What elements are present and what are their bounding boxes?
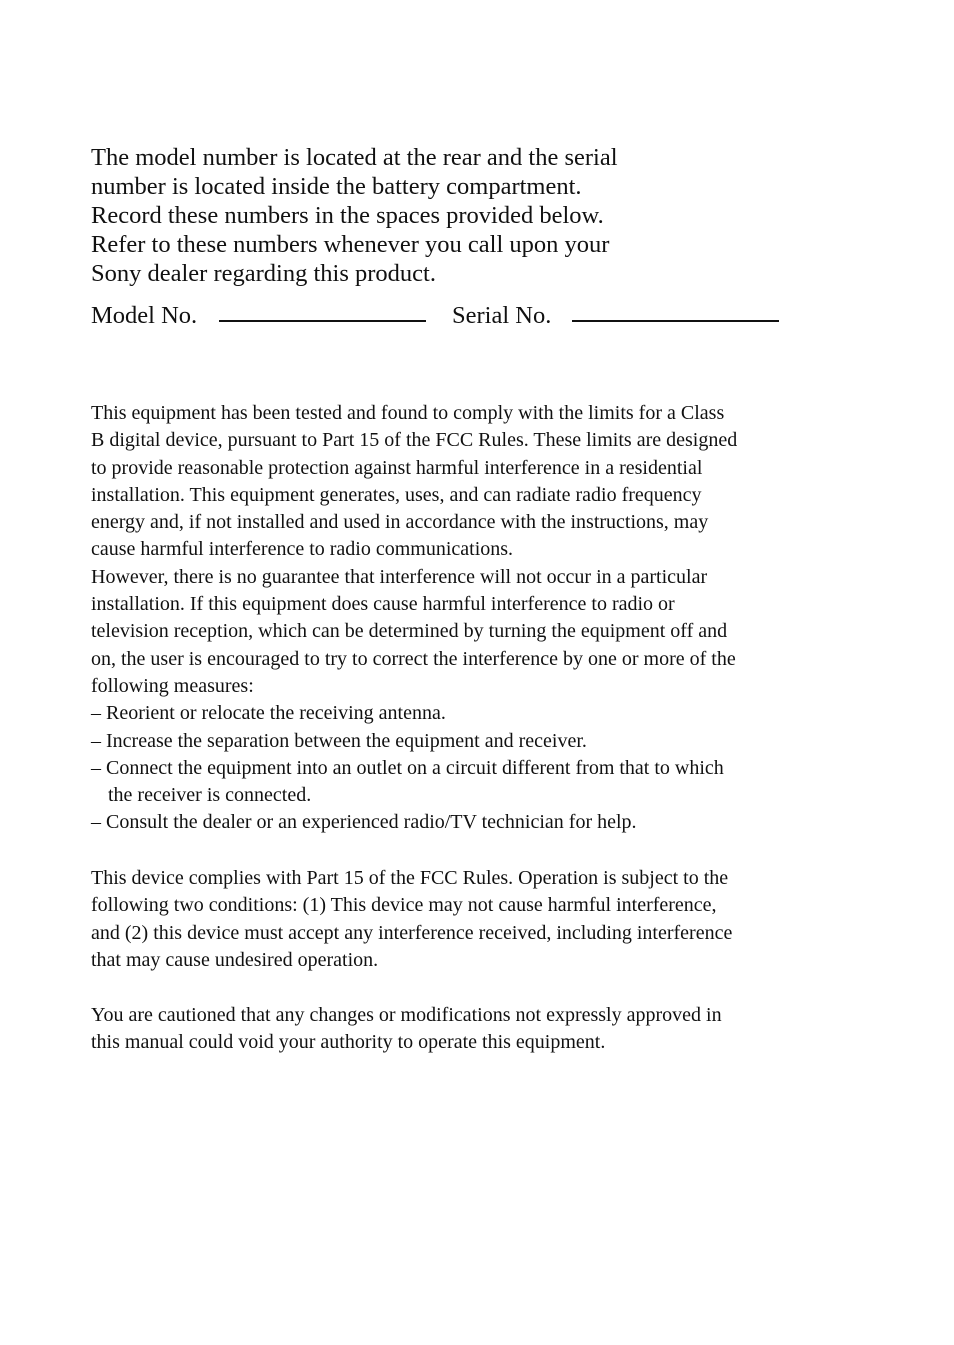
serial-number-instructions	[91, 143, 791, 288]
intro-line: Refer to these numbers whenever you call upon your	[91, 231, 610, 258]
serial-number-label: Serial No.	[452, 302, 552, 329]
intro-line: Sony dealer regarding this product.	[91, 260, 436, 287]
fcc-interference-notice	[91, 400, 911, 837]
part15-compliance-statement	[91, 865, 911, 974]
caution-line: this manual could void your authority to operate this equipment.	[91, 1031, 606, 1054]
notice-line: on, the user is encouraged to try to correct the interference by one or more of the	[91, 647, 736, 670]
record-fields-row	[91, 300, 911, 332]
notice-line: energy and, if not installed and used in accordance with the instructions, may	[91, 511, 709, 534]
compliance-line: following two conditions: (1) This device may not cause harmful interference,	[91, 894, 717, 917]
measure-item: – Increase the separation between the equipment and receiver.	[91, 729, 587, 752]
notice-line: television reception, which can be determined by turning the equipment off and	[91, 620, 728, 643]
intro-line: The model number is located at the rear and the serial	[91, 144, 618, 171]
notice-line: cause harmful interference to radio communications.	[91, 538, 514, 561]
caution-line: You are cautioned that any changes or modifications not expressly approved in	[91, 1004, 722, 1026]
compliance-line: This device complies with Part 15 of the FCC Rules. Operation is subject to the	[91, 867, 729, 889]
measure-item-continuation: the receiver is connected.	[108, 784, 312, 807]
measure-item: – Reorient or relocate the receiving antenna.	[91, 702, 446, 725]
serial-number-blank-line	[572, 320, 779, 322]
compliance-line: and (2) this device must accept any interference received, including interference	[91, 921, 733, 944]
notice-line: However, there is no guarantee that interference will not occur in a particular	[91, 565, 708, 588]
compliance-line: that may cause undesired operation.	[91, 948, 379, 971]
notice-line: to provide reasonable protection against harmful interference in a residential	[91, 456, 703, 479]
notice-line: installation. If this equipment does cause harmful interference to radio or	[91, 593, 675, 616]
modification-caution	[91, 1002, 911, 1057]
notice-line: installation. This equipment generates, uses, and can radiate radio frequency	[91, 483, 702, 506]
intro-line: Record these numbers in the spaces provided below.	[91, 202, 604, 229]
measure-item: – Connect the equipment into an outlet on a circuit different from that to which	[91, 756, 724, 779]
measure-item: – Consult the dealer or an experienced radio/TV technician for help.	[91, 811, 637, 834]
notice-line: This equipment has been tested and found to comply with the limits for a Class	[91, 402, 725, 424]
model-number-blank-line	[219, 320, 426, 322]
notice-line: B digital device, pursuant to Part 15 of the FCC Rules. These limits are designed	[91, 429, 738, 452]
notice-line: following measures:	[91, 674, 254, 697]
intro-line: number is located inside the battery compartment.	[91, 173, 582, 200]
model-number-label: Model No.	[91, 302, 198, 329]
